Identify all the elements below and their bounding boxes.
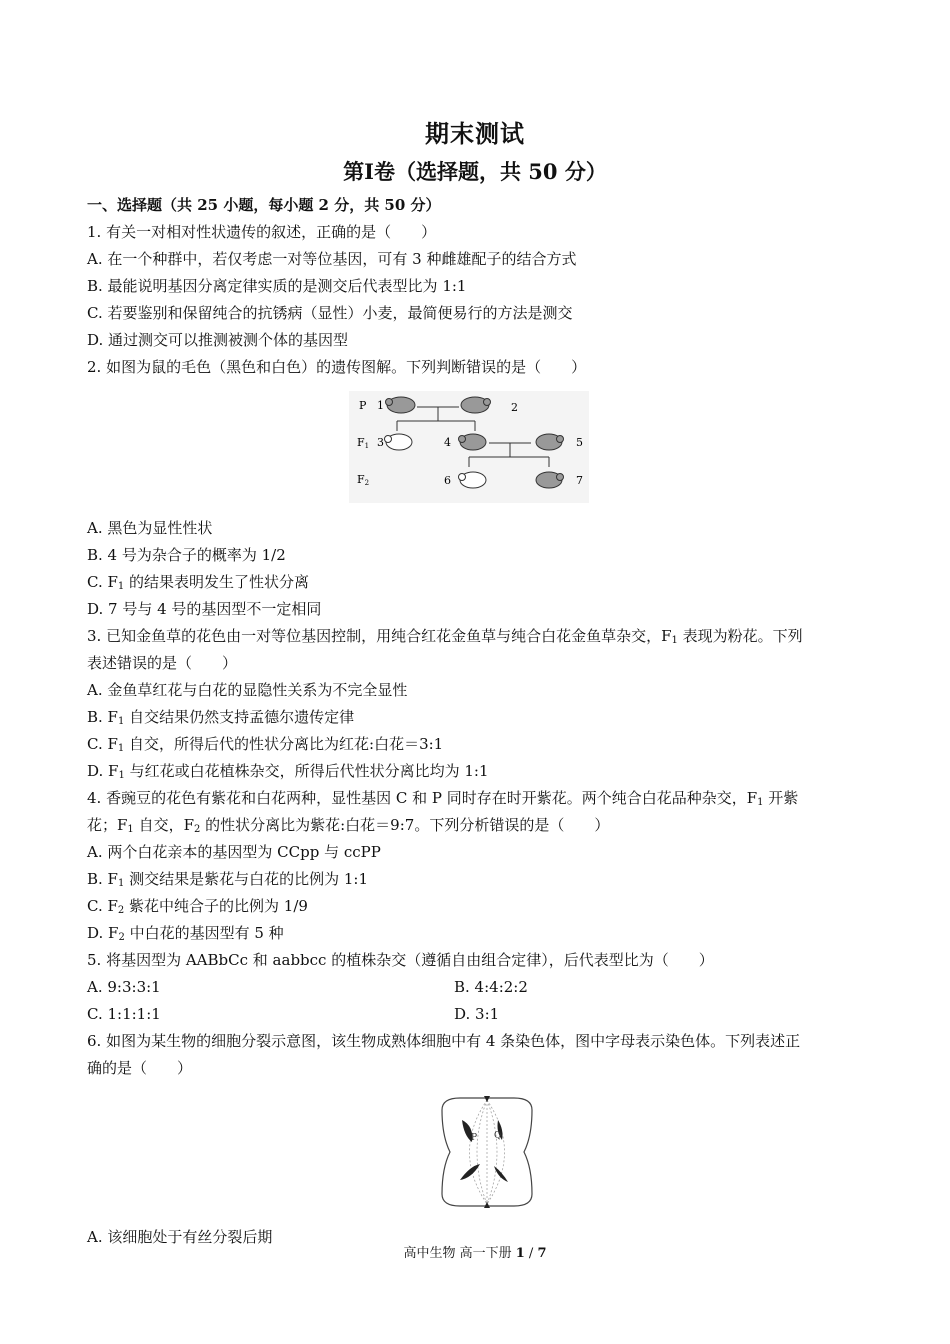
q4-option-a: A. 两个白花亲本的基因型为 CCpp 与 ccPP xyxy=(87,843,381,861)
q5-option-a: A. 9:3:3:1 xyxy=(87,978,161,996)
chromosome-label-p: P xyxy=(471,1133,478,1143)
q4-option-c: C. $F_2$ 紫花中纯合子的比例为 1/9 xyxy=(87,897,308,916)
section-heading: 一、选择题（共 25 小题，每小题 2 分，共 50 分） xyxy=(87,196,441,214)
q4-stem-line1: 4. 香豌豆的花色有紫花和白花两种，显性基因 C 和 P 同时存在时开紫花。两个纯合白花品种杂交，$F_1$ 开紫 xyxy=(87,789,799,808)
q4-stem-line2: 花；$F_1$ 自交，$F_2$ 的性状分离比为紫花:白花＝9:7。下列分析错误的是（ ） xyxy=(87,816,610,835)
q6-option-a: A. 该细胞处于有丝分裂后期 xyxy=(87,1228,273,1246)
q2-option-c: C. $F_1$ 的结果表明发生了性状分离 xyxy=(87,573,310,592)
chromosomes xyxy=(460,1120,508,1182)
label-p: P xyxy=(359,399,367,412)
q5-option-b: B. 4:4:2:2 xyxy=(454,978,528,996)
q1-option-d: D. 通过测交可以推测被测个体的基因型 xyxy=(87,331,349,349)
exam-content xyxy=(87,192,867,1251)
q6-stem-line1: 6. 如图为某生物的细胞分裂示意图，该生物成熟体细胞中有 4 条染色体，图中字母表示染色体。下列表述正 xyxy=(87,1032,801,1050)
spindle-fibers xyxy=(470,1100,505,1204)
centriole-bottom xyxy=(484,1202,490,1208)
page-total: 7 xyxy=(537,1246,547,1261)
q5-stem: 5. 将基因型为 AABbCc 和 aabbcc 的植株杂交（遵循自由组合定律），后代表型比为（ ） xyxy=(87,951,714,969)
num-5: 5 xyxy=(576,436,583,449)
q4-option-d: D. $F_2$ 中白花的基因型有 5 种 xyxy=(87,924,284,943)
chromosome-label-q: Q xyxy=(494,1131,502,1141)
label-f2: F2 xyxy=(357,473,370,487)
num-4: 4 xyxy=(444,436,451,449)
q3-option-a: A. 金鱼草红花与白花的显隐性关系为不完全显性 xyxy=(87,681,408,699)
q1-option-a: A. 在一个种群中，若仅考虑一对等位基因，可有 3 种雌雄配子的结合方式 xyxy=(87,250,577,268)
q2-option-b: B. 4 号为杂合子的概率为 1/2 xyxy=(87,546,286,564)
q1-option-b: B. 最能说明基因分离定律实质的是测交后代表型比为 1:1 xyxy=(87,277,467,295)
q2-stem: 2. 如图为鼠的毛色（黑色和白色）的遗传图解。下列判断错误的是（ ） xyxy=(87,358,587,376)
cell-division-figure xyxy=(432,1092,542,1212)
q3-option-d: D. $F_1$ 与红花或白花植株杂交，所得后代性状分离比均为 1:1 xyxy=(87,762,489,781)
q5-options-row2 xyxy=(87,1001,867,1028)
q5-option-d: D. 3:1 xyxy=(454,1005,500,1023)
num-3: 3 xyxy=(377,436,384,449)
q3-option-c: C. $F_1$ 自交，所得后代的性状分离比为红花:白花＝3:1 xyxy=(87,735,444,754)
centriole-top xyxy=(484,1096,490,1102)
q1-option-c: C. 若要鉴别和保留纯合的抗锈病（显性）小麦，最简便易行的方法是测交 xyxy=(87,304,573,322)
num-7: 7 xyxy=(576,474,583,487)
page-footer: 高中生物 高一下册 1 / 7 xyxy=(403,1246,547,1261)
q3-stem-line2: 表述错误的是（ ） xyxy=(87,654,238,672)
label-f1: F1 xyxy=(357,436,370,450)
q4-option-b: B. $F_1$ 测交结果是紫花与白花的比例为 1:1 xyxy=(87,870,369,889)
mouse-pedigree-figure xyxy=(349,391,589,503)
q5-options-row1 xyxy=(87,974,867,1001)
q2-option-d: D. 7 号与 4 号的基因型不一定相同 xyxy=(87,600,322,618)
q3-option-b: B. $F_1$ 自交结果仍然支持孟德尔遗传定律 xyxy=(87,708,355,727)
q3-stem-line1: 3. 已知金鱼草的花色由一对等位基因控制，用纯合红花金鱼草与纯合白花金鱼草杂交，$F_1$ 表现为粉花。下列 xyxy=(87,627,803,646)
section-subtitle: 第Ⅰ卷（选择题，共 50 分） xyxy=(343,159,607,184)
num-1: 1 xyxy=(377,399,384,412)
q1-stem: 1. 有关一对相对性状遗传的叙述，正确的是（ ） xyxy=(87,223,437,241)
num-2: 2 xyxy=(511,401,518,414)
q5-option-c: C. 1:1:1:1 xyxy=(87,1005,161,1023)
page-number: 1 xyxy=(515,1246,525,1261)
q2-option-a: A. 黑色为显性性状 xyxy=(87,519,213,537)
num-6: 6 xyxy=(444,474,451,487)
page-title: 期末测试 xyxy=(425,119,525,148)
q6-stem-line2: 确的是（ ） xyxy=(87,1059,193,1077)
